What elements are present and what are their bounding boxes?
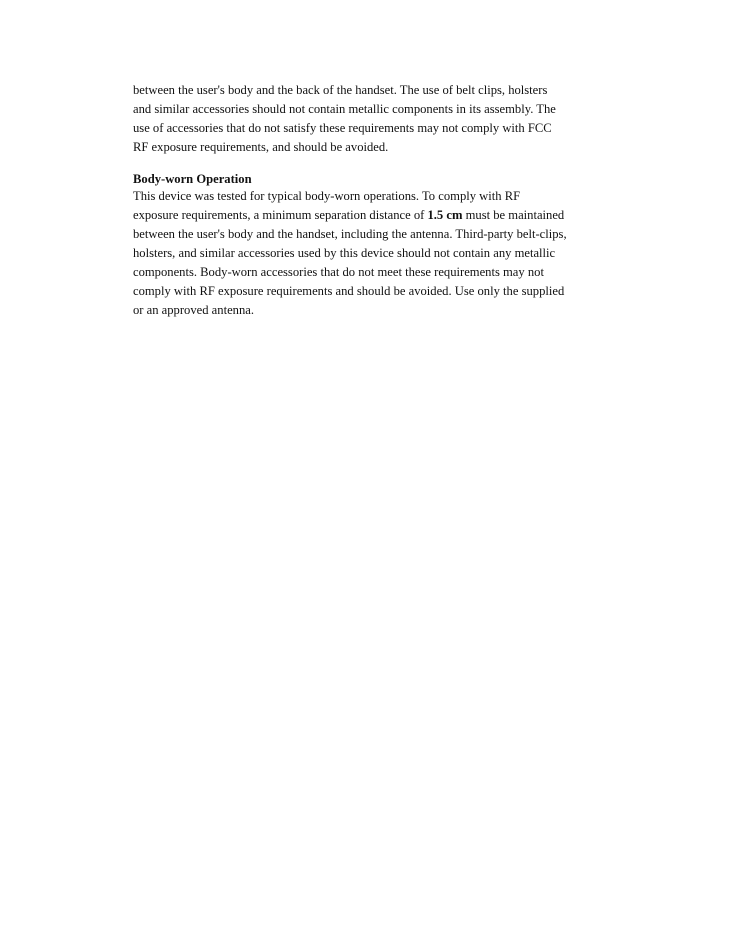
- text-line: components. Body-worn accessories that do not meet these requirements may not: [133, 265, 544, 279]
- paragraph-body-worn-operation: [133, 187, 608, 320]
- text-line-with-distance: [133, 206, 608, 225]
- text-segment: exposure requirements, a minimum separation distance of: [133, 208, 428, 222]
- text-line: between the user's body and the back of the handset. The use of belt clips, holsters: [133, 83, 548, 97]
- text-line: comply with RF exposure requirements and should be avoided. Use only the supplied: [133, 284, 565, 298]
- text-line: between the user's body and the handset, including the antenna. Third-party belt-clips,: [133, 227, 567, 241]
- text-line: and similar accessories should not contain metallic components in its assembly. The: [133, 102, 556, 116]
- separation-distance-value: 1.5 cm: [427, 208, 463, 222]
- section-heading: Body-worn Operation: [133, 172, 252, 186]
- text-line: holsters, and similar accessories used by this device should not contain any metallic: [133, 246, 556, 260]
- text-line: RF exposure requirements, and should be avoided.: [133, 140, 389, 154]
- paragraph-rf-exposure-accessories: [133, 81, 608, 157]
- text-line: or an approved antenna.: [133, 303, 254, 317]
- text-segment: must be maintained: [462, 208, 565, 222]
- text-line: use of accessories that do not satisfy these requirements may not comply with FCC: [133, 121, 552, 135]
- text-line: This device was tested for typical body-worn operations. To comply with RF: [133, 189, 521, 203]
